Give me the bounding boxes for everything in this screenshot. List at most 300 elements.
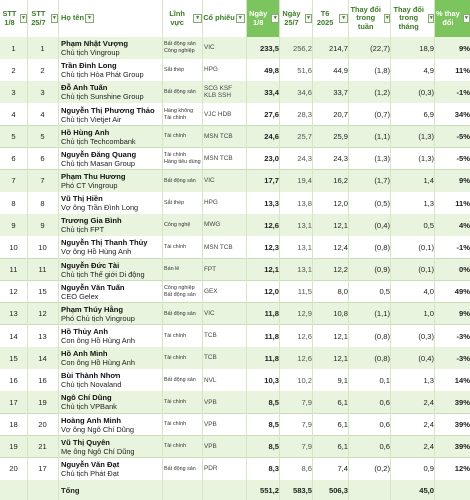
person-name: Nguyễn Đăng Quang <box>61 149 137 159</box>
person-title: Con ông Hồ Hùng Anh <box>61 358 135 368</box>
table-row[interactable] <box>0 59 470 81</box>
table-row[interactable] <box>0 347 470 369</box>
sector-label: Tài chính <box>164 114 187 121</box>
column-divider <box>246 0 247 500</box>
ticker-cell <box>202 37 248 59</box>
sector-cell <box>162 436 204 458</box>
sector-label: Tài chính <box>164 133 187 140</box>
month-change-value: (0,3) <box>418 331 434 341</box>
value-day-25-7: 8,6 <box>301 464 312 474</box>
value-t6-2025: 6,1 <box>337 420 348 430</box>
ticker-cell <box>202 458 248 480</box>
month-change-value: 0,5 <box>423 220 434 230</box>
month-change-value: 2,4 <box>423 397 434 407</box>
rank-25-7: 6 <box>40 154 45 164</box>
ticker-label: VPB <box>204 398 217 406</box>
sector-cell <box>162 303 204 325</box>
person-cell <box>58 436 165 458</box>
person-name: Hồ Hùng Anh <box>61 127 110 137</box>
ticker-label: MSN TCB <box>204 132 233 140</box>
value-day-25-7: 10,2 <box>297 375 312 385</box>
week-change-value: (0,8) <box>374 331 390 341</box>
header-sector[interactable]: Lĩnh vực ▾ <box>162 0 202 37</box>
rank-1-8: 4 <box>11 110 16 119</box>
sector-label: Công nghiệp <box>164 48 195 55</box>
person-title: Chủ tịch Vietjet Air <box>61 114 122 124</box>
filter-dropdown-icon[interactable]: ▾ <box>271 14 279 23</box>
value-t6-2025: 12,0 <box>333 198 348 208</box>
pct-change-value: 11% <box>455 198 470 208</box>
sector-label: Tài chính <box>164 244 187 251</box>
person-title: Phó CT Vingroup <box>61 180 118 190</box>
month-change-value: 6,9 <box>423 110 434 119</box>
header-day-1-8[interactable]: Ngày 1/8 ▾ <box>246 0 279 37</box>
pct-change-value: -1% <box>456 87 470 97</box>
person-title: Vợ ông Ngô Chí Dũng <box>61 424 135 434</box>
person-cell <box>58 414 165 436</box>
ticker-label: VIC <box>204 177 215 185</box>
rank-1-8: 9 <box>11 220 16 230</box>
person-cell <box>58 347 165 369</box>
header-pct-change[interactable]: % thay đổi ▾ <box>434 0 470 37</box>
sector-label: Bán lẻ <box>164 266 180 273</box>
sector-label: Công nghiệp <box>164 285 195 292</box>
person-name: Trương Gia Bình <box>61 216 122 226</box>
month-change-value: 1,3 <box>423 198 434 208</box>
rank-25-7: 5 <box>40 132 45 142</box>
sector-cell <box>162 192 204 214</box>
table-row[interactable] <box>0 414 470 436</box>
person-name: Nguyễn Đức Tài <box>61 260 120 270</box>
rank-25-7: 4 <box>40 110 45 119</box>
filter-dropdown-icon[interactable]: ▾ <box>20 14 27 23</box>
rank-1-8: 20 <box>9 464 18 474</box>
value-t6-2025: 7,4 <box>337 464 348 474</box>
value-day-25-7: 34,6 <box>297 87 312 97</box>
ticker-label: TCB <box>204 332 217 340</box>
person-name: Hoàng Anh Minh <box>61 415 122 425</box>
sector-cell <box>162 391 204 413</box>
ticker-cell <box>202 236 248 258</box>
table-row[interactable] <box>0 126 470 148</box>
rank-25-7: 19 <box>38 397 47 407</box>
column-divider <box>202 0 203 500</box>
rank-25-7: 8 <box>40 198 45 208</box>
person-title: Chủ tịch Vingroup <box>61 48 120 58</box>
ticker-cell <box>202 214 248 236</box>
person-cell <box>58 236 165 258</box>
pct-change-value: 9% <box>459 309 470 319</box>
week-change-value: 0,5 <box>379 287 390 297</box>
person-name: Vũ Thị Hiền <box>61 194 103 204</box>
pct-change-value: -1% <box>456 242 470 252</box>
person-name: Nguyễn Văn Tuấn <box>61 282 125 292</box>
value-t6-2025: 9,1 <box>337 375 348 385</box>
person-name: Phạm Thu Hương <box>61 171 126 181</box>
value-day-25-7: 13,1 <box>297 220 312 230</box>
filter-dropdown-icon[interactable]: ▾ <box>339 14 348 23</box>
person-cell <box>58 192 165 214</box>
total-month-change: 45,0 <box>419 485 434 495</box>
header-day-25-7[interactable]: Ngày 25/7 ▾ <box>279 0 312 37</box>
value-day-25-7: 12,6 <box>297 331 312 341</box>
value-t6-2025: 12,1 <box>333 353 348 363</box>
ticker-cell <box>202 325 248 347</box>
total-pct-change <box>434 480 470 500</box>
header-t6-2025[interactable]: T6 2025 ▾ <box>312 0 348 37</box>
sector-label: Bất động sản <box>164 377 196 384</box>
month-change-value: (0,4) <box>418 353 434 363</box>
person-cell <box>58 59 165 81</box>
ticker-label: VPB <box>204 442 217 450</box>
column-divider <box>390 0 391 500</box>
person-cell <box>58 103 165 125</box>
sector-label: Bất động sản <box>164 41 196 48</box>
person-title: Chủ tịch Sunshine Group <box>61 92 144 102</box>
ticker-label: NVL <box>204 376 217 384</box>
total-t6-2025: 506,3 <box>328 485 348 495</box>
month-change-value: (0,3) <box>418 87 434 97</box>
rank-1-8: 10 <box>9 242 18 252</box>
table-row[interactable] <box>0 103 470 125</box>
column-divider <box>279 0 280 500</box>
ticker-cell <box>202 81 248 103</box>
filter-dropdown-icon[interactable]: ▾ <box>429 15 433 21</box>
table-row[interactable] <box>0 303 470 325</box>
filter-dropdown-icon[interactable]: ▾ <box>193 14 202 23</box>
value-day-1-8: 12,1 <box>264 265 279 275</box>
column-divider <box>27 0 28 500</box>
value-day-1-8: 10,3 <box>264 375 279 385</box>
pct-change-value: 14% <box>454 375 470 385</box>
rank-25-7: 15 <box>38 287 47 297</box>
sector-label: Công nghệ <box>164 221 191 228</box>
month-change-value: 0,9 <box>423 464 434 474</box>
value-t6-2025: 33,7 <box>333 87 348 97</box>
value-t6-2025: 6,1 <box>337 397 348 407</box>
column-divider <box>58 0 59 500</box>
value-day-1-8: 24,6 <box>264 132 279 142</box>
pct-change-value: 39% <box>454 420 470 430</box>
pct-change-value: 39% <box>454 397 470 407</box>
week-change-value: (1,3) <box>374 154 390 164</box>
value-day-25-7: 13,8 <box>297 198 312 208</box>
value-t6-2025: 12,2 <box>333 265 348 275</box>
rank-25-7: 16 <box>38 375 47 385</box>
pct-change-value: -3% <box>456 353 470 363</box>
sector-cell <box>162 325 204 347</box>
week-change-value: (0,4) <box>374 220 390 230</box>
table-row[interactable] <box>0 259 470 281</box>
ticker-label: VIC <box>204 310 215 318</box>
person-cell <box>58 148 165 170</box>
rank-1-8: 18 <box>9 420 18 430</box>
person-cell <box>58 259 165 281</box>
person-title: Chủ tịch FPT <box>61 225 105 235</box>
week-change-value: (0,2) <box>374 464 390 474</box>
value-t6-2025: 24,3 <box>333 154 348 164</box>
table-row[interactable] <box>0 369 470 391</box>
filter-dropdown-icon[interactable]: ▾ <box>385 15 389 21</box>
month-change-value: (0,1) <box>418 265 434 275</box>
person-title: Vợ ông Trần Đình Long <box>61 203 139 213</box>
person-title: Chủ tịch Phát Đạt <box>61 468 119 478</box>
person-name: Nguyễn Văn Đạt <box>61 459 120 469</box>
value-day-1-8: 8,5 <box>268 420 279 430</box>
table-row[interactable] <box>0 37 470 59</box>
value-day-1-8: 8,5 <box>268 442 279 452</box>
person-cell <box>58 37 165 59</box>
week-change-value: (1,8) <box>374 65 390 75</box>
sector-label: Bất động sản <box>164 310 196 317</box>
rank-25-7: 2 <box>40 65 45 75</box>
person-cell <box>58 81 165 103</box>
table-row[interactable] <box>0 391 470 413</box>
pct-change-value: 49% <box>454 287 470 297</box>
filter-dropdown-icon[interactable]: ▾ <box>85 14 94 23</box>
value-day-1-8: 8,5 <box>268 397 279 407</box>
person-name: Hồ Anh Minh <box>61 349 108 359</box>
value-t6-2025: 214,7 <box>328 43 348 53</box>
total-row <box>0 480 470 500</box>
value-day-25-7: 19,4 <box>297 176 312 186</box>
rank-25-7: 11 <box>38 265 47 275</box>
person-title: CEO Gelex <box>61 291 99 301</box>
table-row[interactable] <box>0 236 470 258</box>
month-change-value: 1,3 <box>423 375 434 385</box>
ticker-label: VJC HDB <box>204 110 232 118</box>
person-title: Chủ tịch Hòa Phát Group <box>61 70 144 80</box>
person-title: Chủ tịch Thế giới Di động <box>61 269 145 279</box>
ticker-cell <box>202 391 248 413</box>
week-change-value: (1,1) <box>374 309 390 319</box>
pct-change-value: -3% <box>456 331 470 341</box>
sector-label: Hàng tiêu dùng <box>164 158 201 165</box>
person-title: Chủ tịch Novaland <box>61 380 122 390</box>
week-change-value: 0,1 <box>379 375 390 385</box>
person-name: Ngô Chí Dũng <box>61 393 112 403</box>
total-day-25-7: 583,5 <box>292 485 312 495</box>
sector-cell <box>162 170 204 192</box>
sector-label: Bất động sản <box>164 291 196 298</box>
ticker-label: HPG <box>204 199 218 207</box>
value-t6-2025: 6,1 <box>337 442 348 452</box>
header-month-change[interactable]: Thay đổi trong tháng ▾ <box>393 4 433 31</box>
value-day-25-7: 256,2 <box>292 43 312 53</box>
month-change-value: 4,0 <box>423 287 434 297</box>
week-change-value: 0,6 <box>379 397 390 407</box>
ticker-cell <box>202 369 248 391</box>
total-day-1-8: 551,2 <box>259 485 279 495</box>
value-day-25-7: 13,1 <box>297 242 312 252</box>
ticker-label: TCB <box>204 354 217 362</box>
rank-1-8: 13 <box>9 309 18 319</box>
value-t6-2025: 12,1 <box>333 220 348 230</box>
pct-change-value: -5% <box>456 132 470 142</box>
person-title: Con ông Hồ Hùng Anh <box>61 336 135 345</box>
pct-change-value: 9% <box>459 176 470 186</box>
value-day-25-7: 12,6 <box>297 353 312 363</box>
header-stt-25-7[interactable]: STT 25/7 ▾ <box>27 0 58 37</box>
table-row[interactable] <box>0 148 470 170</box>
week-change-value: (0,9) <box>374 265 390 275</box>
month-change-value: 2,4 <box>423 420 434 430</box>
month-change-value: 2,4 <box>423 442 434 452</box>
header-ticker[interactable]: Cổ phiếu ▾ <box>202 0 246 37</box>
total-week-change <box>348 480 392 500</box>
sector-label: Tài chính <box>164 354 187 361</box>
sector-cell <box>162 281 204 303</box>
sector-label: Tài chính <box>164 332 187 339</box>
value-day-1-8: 27,6 <box>264 110 279 119</box>
pct-change-value: 34% <box>454 110 470 119</box>
rank-1-8: 17 <box>9 397 18 407</box>
table-row[interactable] <box>0 436 470 458</box>
rank-1-8: 6 <box>11 154 16 164</box>
value-t6-2025: 16,2 <box>333 176 348 186</box>
person-title: Mẹ ông Ngô Chí Dũng <box>61 446 135 456</box>
value-day-25-7: 7,9 <box>301 420 312 430</box>
table-row[interactable] <box>0 170 470 192</box>
week-change-value: (0,5) <box>374 198 390 208</box>
rank-25-7: 12 <box>38 309 47 319</box>
value-t6-2025: 12,4 <box>333 242 348 252</box>
table-row[interactable] <box>0 81 470 103</box>
value-day-25-7: 51,6 <box>297 65 312 75</box>
sector-cell <box>162 214 204 236</box>
value-day-1-8: 23,0 <box>264 154 279 164</box>
header-stt-1-8[interactable]: STT 1/8 ▾ <box>0 0 27 37</box>
pct-change-value: 11% <box>455 65 470 75</box>
filter-dropdown-icon[interactable]: ▾ <box>463 14 470 23</box>
value-day-1-8: 12,6 <box>264 220 279 230</box>
rank-1-8: 11 <box>9 265 18 275</box>
rank-1-8: 14 <box>9 331 18 341</box>
rank-1-8: 8 <box>11 198 16 208</box>
table-row[interactable] <box>0 214 470 236</box>
person-cell <box>58 369 165 391</box>
table-header <box>0 0 470 38</box>
table-row[interactable] <box>0 458 470 480</box>
week-change-value: (0,7) <box>374 110 390 119</box>
value-day-25-7: 13,1 <box>297 265 312 275</box>
month-change-value: 1,0 <box>423 309 434 319</box>
week-change-value: (1,2) <box>374 87 390 97</box>
sector-cell <box>162 458 204 480</box>
sector-label: Tài chính <box>164 152 187 159</box>
week-change-value: (0,8) <box>374 353 390 363</box>
ticker-label: VPB <box>204 420 217 428</box>
rank-1-8: 1 <box>11 43 16 53</box>
total-label: Tổng <box>61 485 80 495</box>
pct-change-value: 9% <box>459 43 470 53</box>
header-name[interactable]: Họ tên ▾ <box>58 0 165 37</box>
person-name: Phạm Thúy Hằng <box>61 304 124 314</box>
value-day-1-8: 233,5 <box>259 43 279 53</box>
person-cell <box>58 458 165 480</box>
rank-1-8: 5 <box>11 132 16 142</box>
person-cell <box>58 170 165 192</box>
sector-label: Bất động sản <box>164 89 196 96</box>
ticker-label: PDR <box>204 465 218 473</box>
filter-dropdown-icon[interactable]: ▾ <box>305 14 312 23</box>
ticker-cell <box>202 59 248 81</box>
sector-cell <box>162 148 204 170</box>
sector-cell <box>162 414 204 436</box>
value-t6-2025: 44,9 <box>333 65 348 75</box>
sector-label: Tài chính <box>164 421 187 428</box>
person-title: Phó Chủ tịch Vingroup <box>61 313 135 323</box>
value-day-1-8: 12,3 <box>264 242 279 252</box>
value-day-25-7: 25,7 <box>297 132 312 142</box>
rank-25-7: 17 <box>38 464 47 474</box>
rank-1-8: 16 <box>9 375 18 385</box>
filter-dropdown-icon[interactable]: ▾ <box>236 14 245 23</box>
pct-change-value: 4% <box>459 220 470 230</box>
rank-25-7: 9 <box>40 220 45 230</box>
filter-dropdown-icon[interactable]: ▾ <box>51 14 58 23</box>
value-t6-2025: 10,8 <box>333 309 348 319</box>
sector-cell <box>162 103 204 125</box>
person-name: Nguyễn Thị Phương Thảo <box>61 105 155 115</box>
sector-cell <box>162 259 204 281</box>
value-day-1-8: 12,0 <box>264 287 279 297</box>
week-change-value: (1,7) <box>374 176 390 186</box>
ticker-cell <box>202 259 248 281</box>
table-row[interactable] <box>0 281 470 303</box>
ticker-cell <box>202 103 248 125</box>
ticker-label: KLB SSH <box>204 92 231 100</box>
rank-25-7: 20 <box>38 420 47 430</box>
ticker-cell <box>202 148 248 170</box>
value-t6-2025: 8,0 <box>337 287 348 297</box>
person-title: Vợ ông Hồ Hùng Anh <box>61 247 132 257</box>
person-cell <box>58 214 165 236</box>
ticker-label: MWG <box>204 221 221 229</box>
ticker-label: MSN TCB <box>204 243 233 251</box>
rank-1-8: 2 <box>11 65 16 75</box>
ticker-cell <box>202 170 248 192</box>
ticker-label: MSN TCB <box>204 155 233 163</box>
person-cell <box>58 281 165 303</box>
header-week-change[interactable]: Thay đổi trong tuần ▾ <box>350 4 389 31</box>
sector-cell <box>162 347 204 369</box>
rank-25-7: 3 <box>40 87 45 97</box>
month-change-value: (0,1) <box>418 242 434 252</box>
value-day-25-7: 28,3 <box>297 110 312 119</box>
ticker-label: FPT <box>204 265 217 273</box>
sector-cell <box>162 236 204 258</box>
person-cell <box>58 391 165 413</box>
month-change-value: 1,4 <box>423 176 434 186</box>
ticker-label: VIC <box>204 44 215 52</box>
ticker-cell <box>202 347 248 369</box>
sector-cell <box>162 37 204 59</box>
value-day-25-7: 7,9 <box>301 442 312 452</box>
sector-cell <box>162 59 204 81</box>
value-day-25-7: 12,9 <box>297 309 312 319</box>
rank-25-7: 10 <box>38 242 47 252</box>
value-day-1-8: 49,8 <box>264 65 279 75</box>
rank-25-7: 13 <box>38 331 47 341</box>
week-change-value: (1,1) <box>374 132 390 142</box>
ticker-cell <box>202 436 248 458</box>
value-day-1-8: 11,8 <box>264 331 279 341</box>
rank-1-8: 3 <box>11 87 16 97</box>
table-row[interactable] <box>0 192 470 214</box>
table-row[interactable] <box>0 325 470 347</box>
value-day-1-8: 8,3 <box>268 464 279 474</box>
